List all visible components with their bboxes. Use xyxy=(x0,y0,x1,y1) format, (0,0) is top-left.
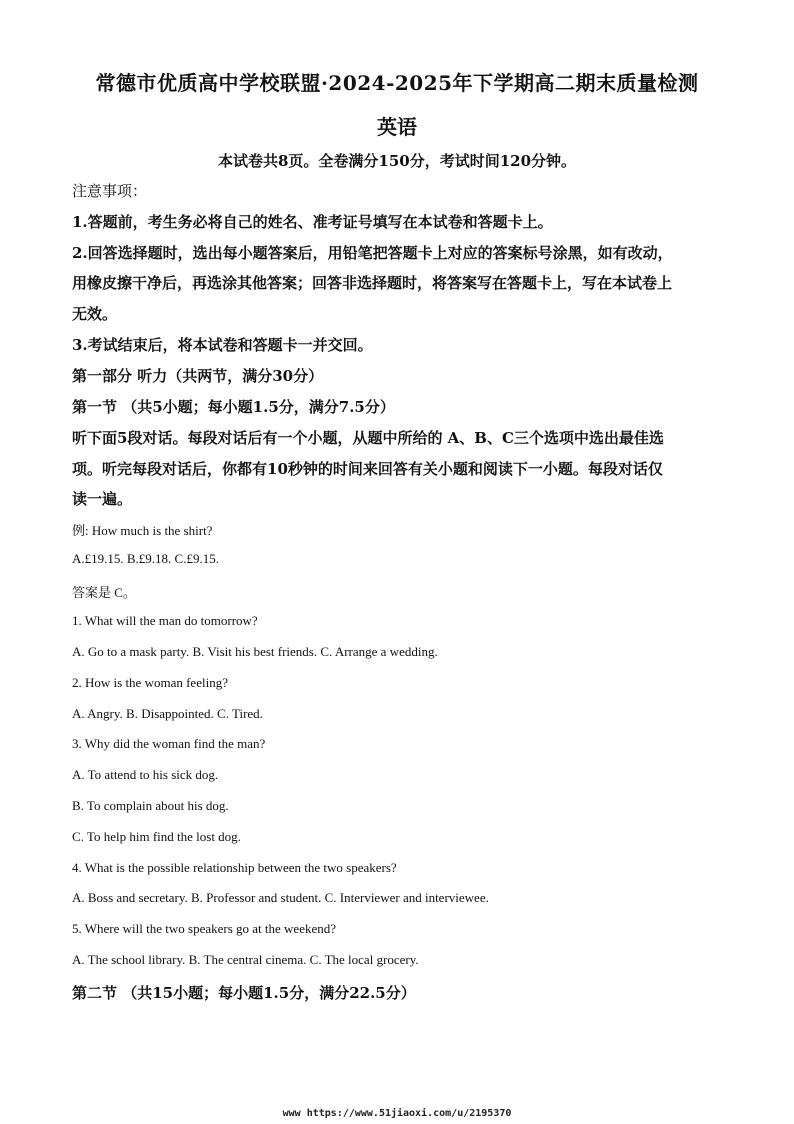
section1-heading: 第一节 （共5小题；每小题1.5分，满分7.5分） xyxy=(72,398,395,416)
footer-url: www https://www.51jiaoxi.com/u/2195370 xyxy=(282,1108,512,1119)
instructions-line-1: 听下面5段对话。每段对话后有一个小题，从题中所给的 A、B、C三个选项中选出最佳选 xyxy=(72,429,664,447)
instructions-line-3: 读一遍。 xyxy=(72,490,133,508)
question-1: 1. What will the man do tomorrow? xyxy=(72,613,258,628)
question-1-options: A. Go to a mask party. B. Visit his best friends. C. Arrange a wedding. xyxy=(72,644,438,659)
question-5-options: A. The school library. B. The central cinema. C. The local grocery. xyxy=(72,952,419,967)
question-4-options: A. Boss and secretary. B. Professor and student. C. Interviewer and interviewee. xyxy=(72,890,489,905)
question-3-option-a: A. To attend to his sick dog. xyxy=(72,767,219,782)
part1-heading: 第一部分 听力（共两节，满分30分） xyxy=(72,367,324,385)
example-answer: 答案是 C。 xyxy=(72,585,136,600)
example-question: 例: How much is the shirt? xyxy=(72,523,213,538)
note-1: 1.答题前，考生务必将自己的姓名、准考证号填写在本试卷和答题卡上。 xyxy=(72,213,553,231)
notes-heading: 注意事项： xyxy=(72,182,148,200)
note-2-line-2: 用橡皮擦干净后，再选涂其他答案；回答非选择题时，将答案写在答题卡上，写在本试卷上 xyxy=(72,274,673,292)
subject-title: 英语 xyxy=(377,115,417,139)
exam-info: 本试卷共8页。全卷满分150分，考试时间120分钟。 xyxy=(217,152,577,170)
note-3: 3.考试结束后，将本试卷和答题卡一并交回。 xyxy=(72,336,373,354)
question-4: 4. What is the possible relationship between the two speakers? xyxy=(72,860,397,875)
question-2: 2. How is the woman feeling? xyxy=(72,675,228,690)
instructions-line-2: 项。听完每段对话后，你都有10秒钟的时间来回答有关小题和阅读下一小题。每段对话仅 xyxy=(72,460,663,478)
section2-heading: 第二节 （共15小题；每小题1.5分，满分22.5分） xyxy=(72,984,416,1002)
exam-title: 常德市优质高中学校联盟·2024-2025年下学期高二期末质量检测 xyxy=(95,71,699,95)
question-3-option-b: B. To complain about his dog. xyxy=(72,798,229,813)
question-2-options: A. Angry. B. Disappointed. C. Tired. xyxy=(72,706,263,721)
note-2-line-1: 2.回答选择题时，选出每小题答案后，用铅笔把答题卡上对应的答案标号涂黑，如有改动， xyxy=(72,244,673,262)
example-options: A.£19.15. B.£9.18. C.£9.15. xyxy=(72,551,219,566)
question-5: 5. Where will the two speakers go at the weekend? xyxy=(72,921,336,936)
question-3: 3. Why did the woman find the man? xyxy=(72,736,266,751)
note-2-line-3: 无效。 xyxy=(72,305,118,323)
question-3-option-c: C. To help him find the lost dog. xyxy=(72,829,241,844)
